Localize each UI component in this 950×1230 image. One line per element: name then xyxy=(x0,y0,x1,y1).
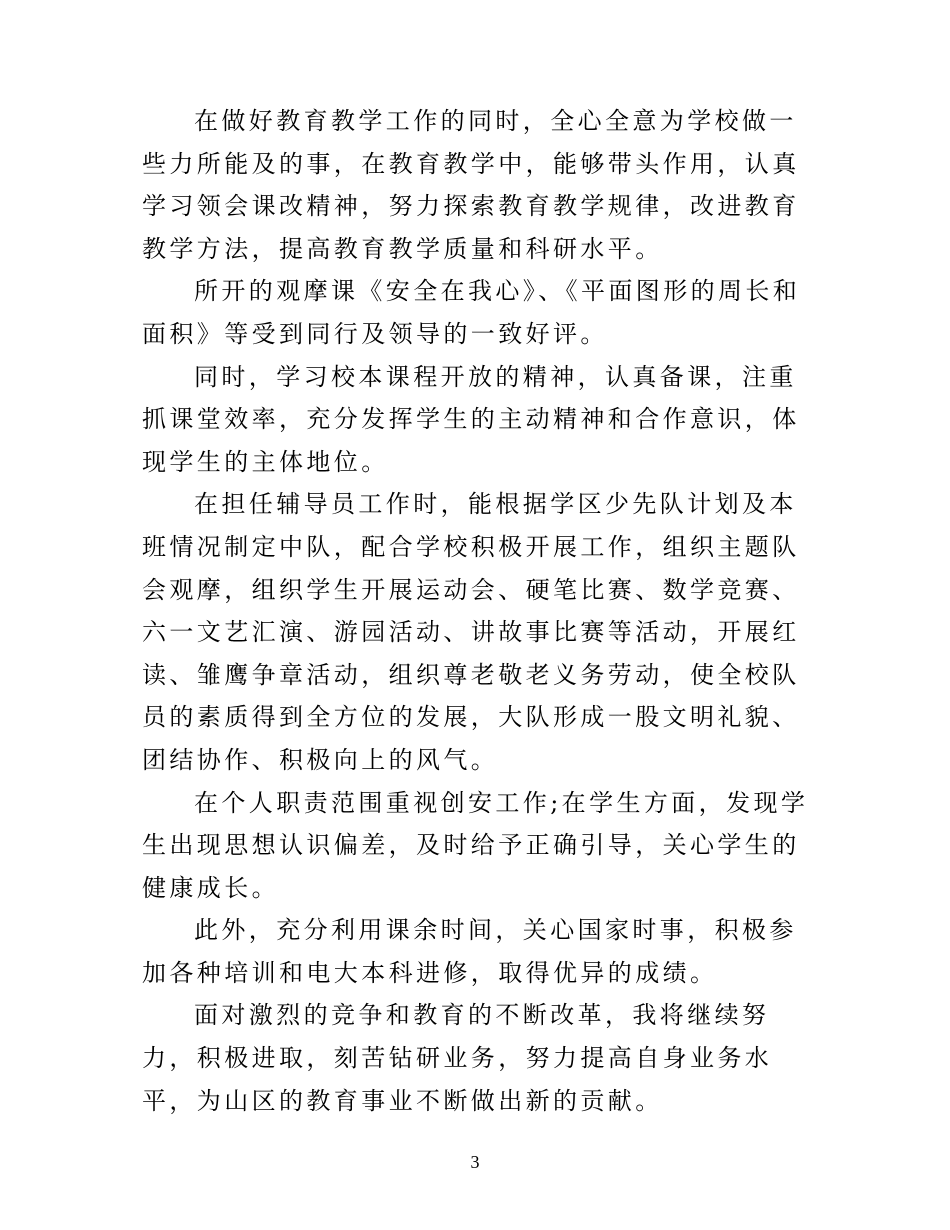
paragraph-5: 在个人职责范围重视创安工作;在学生方面，发现学生出现思想认识偏差，及时给予正确引导，关心学生的健康成长。 xyxy=(142,788,809,902)
page-number: 3 xyxy=(470,1152,480,1172)
paragraph-6: 此外，充分利用课余时间，关心国家时事，积极参加各种培训和电大本科进修，取得优异的成绩。 xyxy=(142,916,797,987)
paragraph-3: 同时，学习校本课程开放的精神，认真备课，注重抓课堂效率，充分发挥学生的主动精神和合作意识，体现学生的主体地位。 xyxy=(142,362,800,476)
document-body xyxy=(142,100,818,1122)
paragraph-7: 面对激烈的竞争和教育的不断改革，我将继续努力，积极进取，刻苦钻研业务，努力提高自身业务水平，为山区的教育事业不断做出新的贡献。 xyxy=(142,1001,773,1115)
paragraph-2: 所开的观摩课《安全在我心》、《平面图形的周长和面积》等受到同行及领导的一致好评。 xyxy=(142,277,801,348)
paragraph-1: 在做好教育教学工作的同时，全心全意为学校做一些力所能及的事，在教育教学中，能够带头作用，认真学习领会课改精神，努力探索教育教学规律，改进教育教学方法，提高教育教学质量和科研水平。 xyxy=(142,107,800,263)
paragraph-4: 在担任辅导员工作时，能根据学区少先队计划及本班情况制定中队，配合学校积极开展工作，组织主题队会观摩，组织学生开展运动会、硬笔比赛、数学竞赛、六一文艺汇演、游园活动、讲故事比赛等活动，开展红读、雏鹰争章活动，组织尊老敬老义务劳动，使全校队员的素质得到全方位的发展，大队形成一股文明礼貌、团结协作、积极向上的风气。 xyxy=(142,490,800,774)
